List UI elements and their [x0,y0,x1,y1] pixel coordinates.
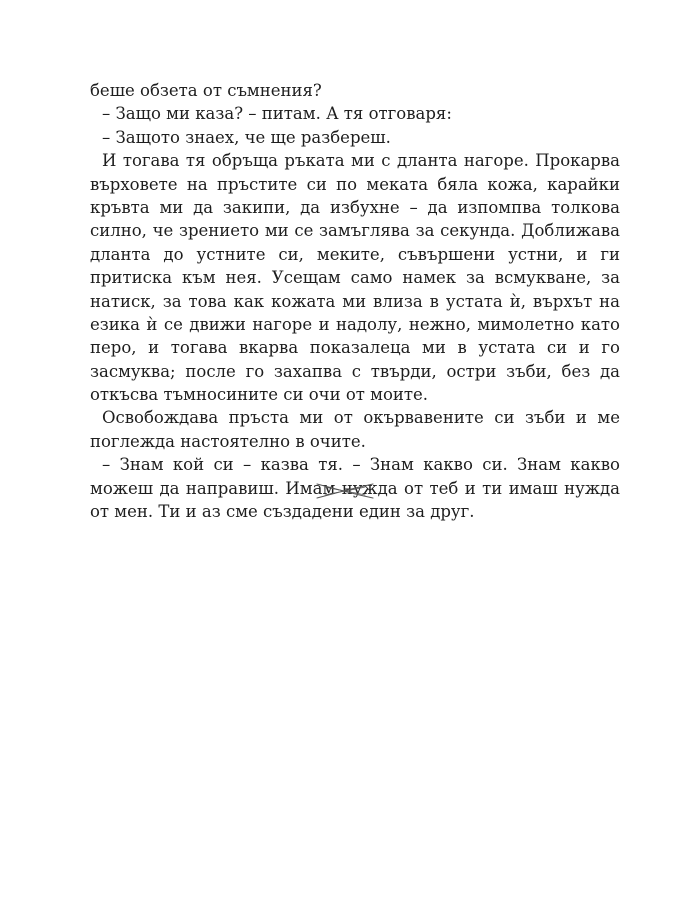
text-line: засмуква; после го захапва с твърди, остри зъби, без да [90,361,620,381]
text-line: – Защо ми каза? – питам. А тя отговаря: [102,104,452,124]
crossed-swash-ornament-icon [315,480,375,502]
text-line: езика ѝ се движи нагоре и надолу, нежно, мимолетно като [90,314,620,334]
text-line: от мен. Ти и аз сме създадени един за друг. [90,502,475,522]
text-line: – Защото знаех, че ще разбереш. [102,127,391,147]
text-line: И тогава тя обръща ръката ми с дланта нагоре. Прокарва [102,151,620,171]
text-line: натиск, за това как кожата ми влиза в устата ѝ, върхът на [90,291,620,311]
text-line: върховете на пръстите си по меката бяла кожа, карайки [90,174,620,194]
text-line: можеш да направиш. Имам нужда от теб и ти имаш нужда [90,478,620,498]
body-text [90,79,620,523]
text-line: кръвта ми да закипи, да избухне – да изпомпва толкова [90,197,620,217]
text-line: поглежда настоятелно в очите. [90,431,366,451]
text-line: беше обзета от съмнения? [90,81,322,100]
text-line: притиска към нея. Усещам само намек за всмукване, за [90,268,620,288]
text-line: перо, и тогава вкарва показалеца ми в устата си и го [90,338,620,358]
text-line: откъсва тъмносините си очи от моите. [90,385,429,405]
text-line: дланта до устните си, меките, съвършени устни, и ги [90,244,620,264]
text-line: Освобождава пръста ми от окървавените си зъби и ме [102,408,620,428]
text-line: силно, че зрението ми се замъглява за секунда. Доближава [90,221,620,241]
text-line: – Знам кой си – казва тя. – Знам какво си. Знам какво [102,455,620,475]
